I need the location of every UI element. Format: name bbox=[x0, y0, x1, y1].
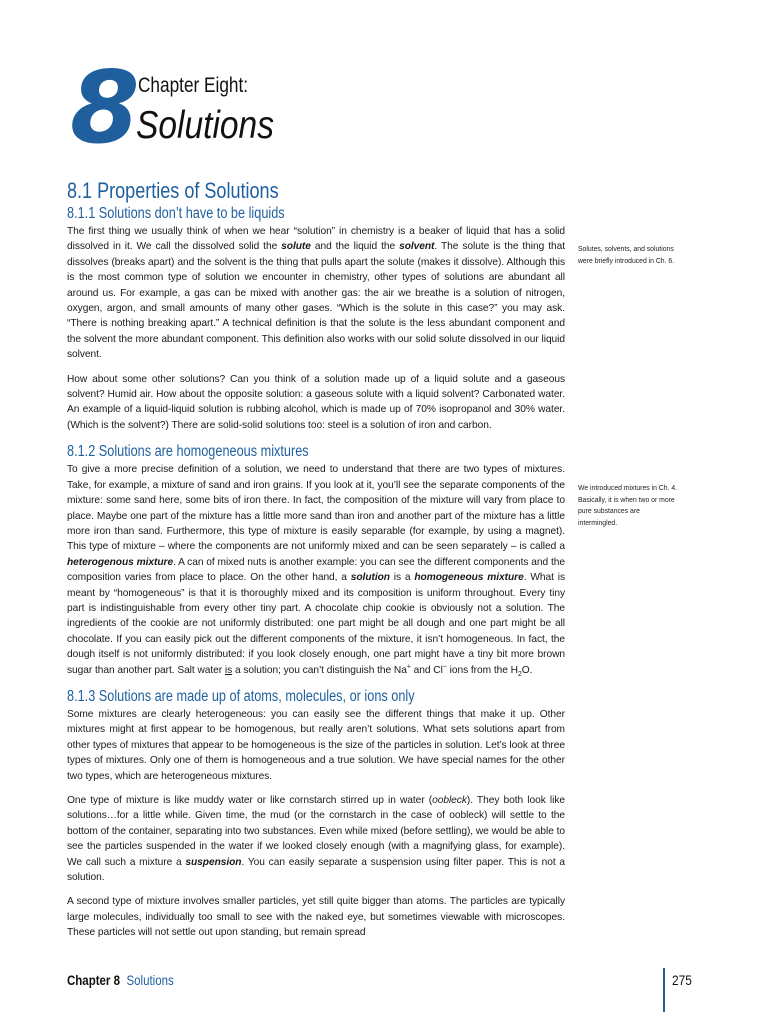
section-heading: 8.1 Properties of Solutions bbox=[67, 178, 279, 203]
chapter-label: Chapter Eight: bbox=[138, 74, 249, 97]
term-solvent: solvent bbox=[399, 241, 435, 253]
chapter-number: 8 bbox=[70, 49, 136, 166]
sidenote-2: We introduced mixtures in Ch. 4. Basically, it is when two or more pure substances are intermingled. bbox=[578, 483, 678, 527]
term-oobleck: oobleck bbox=[432, 795, 467, 806]
paragraph-homogeneous: To give a more precise definition of a solution, we need to understand that there are two types of mixtures. Take, for example, a mixture of sand and iron grains. If you look at it, you’ll see the separate components of the mixture: some sand here, some bits of iron there. In fact, the composition of the mixture will vary from place to place. Maybe one part of the mixture has a little more sand than iron and another part of the mixture has a little more iron than sand. Furthermore, this type of mixture is easily separable (for example, by using a magnet). This type of mixture – where the components are not uniformly mixed and can be seen separately – is called a heterogenous mixture. A can of mixed nuts is another example: you can see the different components and the composition varies from place to place. On the other hand, a solution is a homogeneous mixture. What is meant by “homogeneous” is that it is thoroughly mixed and its composition is uniform throughout. Every tiny part is indistinguishable from every other tiny part. A chocolate chip cookie is obviously not a solution. The ingredients of the cookie are not uniformly distributed: one part might be all dough and one part might be all chocolate. If you can easily pick out the different components of the mixture, it isn’t homogeneous. In fact, the dough itself is not uniformly distributed: if you look closely enough, one part might have a tiny bit more brown sugar than another part. Salt water is a solution; you can’t distinguish the Na+ and Cl− ions from the $H_2O$. bbox=[67, 464, 565, 678]
subsection-heading-1: 8.1.1 Solutions don’t have to be liquids bbox=[67, 205, 285, 222]
paragraph-solute-solvent: The first thing we usually think of when we hear “solution” in chemistry is a beaker of liquid that has a solid dissolved in it. We call the dissolved solid the solute and the liquid the solvent. The solute is the thing that dissolves (breaks apart) and the solvent is the thing that pulls apart the solute (makes it dissolve). Although this is the most common type of solution we encounter in chemistry, other types of solutions are abundant all around us. For example, a gas can be mixed with another gas: the air we breathe is a solution of nitrogen, oxygen, argon, and small amounts of many other gases. “Which is the solute in this case?” you may ask. “There is nothing breaking apart.” A technical definition is that the solute is the less abundant component and the solvent the more abundant component. This definition also works with our solid solute dissolved in our liquid solvent. bbox=[67, 226, 565, 361]
footer-chapter-number: Chapter 8 bbox=[67, 972, 120, 988]
footer-chapter bbox=[67, 972, 174, 988]
sidenote-1: Solutes, solvents, and solutions were briefly introduced in Ch. 6. bbox=[578, 244, 675, 265]
paragraph-suspension: One type of mixture is like muddy water or like cornstarch stirred up in water (oobleck). They both look like solutions…for a little while. Given time, the mud (or the cornstarch in the case of oobleck) will settle to the bottom of the container, separating into two substances. Even while mixed (before settling), we would be able to see the particles suspended in the water if we looked closely enough (with a magnifying glass, for example). We call such a mixture a suspension. You can easily separate a suspension using filter paper. This is not a solution. bbox=[67, 795, 565, 884]
page-number: 275 bbox=[672, 972, 692, 988]
footer-divider bbox=[663, 968, 665, 1012]
paragraph-other-solutions: How about some other solutions? Can you think of a solution made up of a liquid solute and a gaseous solvent? Humid air. How about the opposite solution: a gaseous solute with a liquid solvent? Carbonated water. An example of a liquid-liquid solution is rubbing alcohol, which is made up of 70% isopropanol and 30% water. (Which is the solvent?) There are solid-solid solutions too: steel is a solution of iron and carbon. bbox=[67, 373, 565, 431]
main-column bbox=[67, 178, 565, 950]
paragraph-colloid: A second type of mixture involves smaller particles, yet still quite bigger than atoms. The particles are typically large molecules, individually too small to see with the naked eye, but sometimes viewable with microscopes. These particles will not settle out upon standing, but remain spread bbox=[67, 896, 565, 939]
term-solute: solute bbox=[281, 241, 311, 253]
footer-chapter-name: Solutions bbox=[126, 972, 174, 988]
term-suspension: suspension bbox=[185, 856, 242, 868]
subsection-heading-3: 8.1.3 Solutions are made up of atoms, molecules, or ions only bbox=[67, 687, 415, 705]
paragraph-particle-size: Some mixtures are clearly heterogeneous: you can easily see the different things that make it up. Other mixtures might at first appear to be homogenous, but really aren’t solutions. What sets solutions apart from other types of mixtures that appear to be homogeneous is the size of the particles in solution. Let’s look at three types of mixtures. Only one of them is homogeneous and a true solution. We have special names for the other two types, which are heterogeneous mixtures. bbox=[67, 708, 565, 782]
term-solution: solution bbox=[350, 572, 390, 584]
subsection-heading-2: 8.1.2 Solutions are homogeneous mixtures bbox=[67, 443, 309, 461]
underlined-is: is bbox=[224, 664, 233, 676]
term-homogeneous: homogeneous mixture bbox=[414, 572, 524, 584]
chapter-title: Solutions bbox=[136, 104, 274, 147]
term-heterogenous: heterogenous mixture bbox=[67, 556, 174, 568]
